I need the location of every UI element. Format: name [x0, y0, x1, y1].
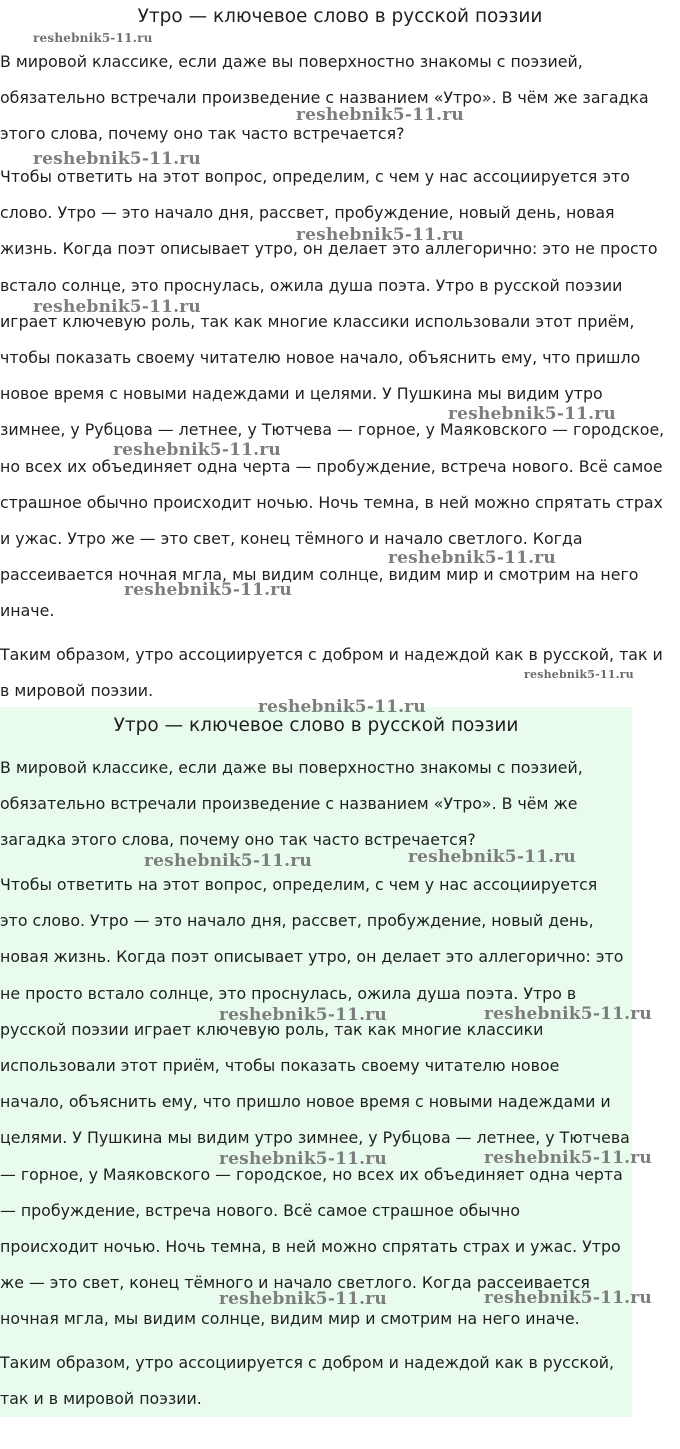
text-line: рассеивается ночная мгла, мы видим солнце, видим мир и смотрим на него [0, 565, 639, 585]
text-line: этого слова, почему оно так часто встречается? [0, 124, 405, 144]
text-line: происходит ночью. Ночь темна, в ней можно спрятать страх и ужас. Утро [0, 1237, 621, 1257]
watermark: reshebnik5-11.ru [219, 1289, 387, 1309]
paragraph-conclusion [0, 1345, 614, 1417]
text-line: В мировой классике, если даже вы поверхностно знакомы с поэзией, [0, 52, 583, 71]
watermark: reshebnik5-11.ru [33, 31, 153, 45]
text-line: же — это свет, конец тёмного и начало светлого. Когда рассеивается [0, 1273, 590, 1293]
watermark: reshebnik5-11.ru [388, 548, 556, 568]
watermark: reshebnik5-11.ru [408, 847, 576, 867]
watermark: reshebnik5-11.ru [219, 1005, 387, 1025]
watermark: reshebnik5-11.ru [258, 697, 426, 717]
text-line: начало, объяснить ему, что пришло новое время с новыми надеждами и [0, 1092, 611, 1112]
watermark: reshebnik5-11.ru [296, 105, 464, 125]
watermark: reshebnik5-11.ru [484, 1288, 652, 1308]
text-line: В мировой классике, если даже вы поверхностно знакомы с поэзией, [0, 758, 583, 777]
text-line: это слово. Утро — это начало дня, рассвет, пробуждение, новый день, [0, 911, 594, 931]
text-line: использовали этот приём, чтобы показать своему читателю новое [0, 1056, 560, 1076]
text-line: Чтобы ответить на этот вопрос, определим, с чем у нас ассоциируется [0, 875, 598, 894]
watermark: reshebnik5-11.ru [113, 440, 281, 460]
watermark: reshebnik5-11.ru [484, 1148, 652, 1168]
watermark: reshebnik5-11.ru [33, 297, 201, 317]
text-line: но всех их объединяет одна черта — пробуждение, встреча нового. Всё самое [0, 456, 663, 476]
text-line: обязательно встречали произведение с названием «Утро». В чём же [0, 794, 578, 814]
text-line: так и в мировой поэзии. [0, 1389, 202, 1409]
text-line: слово. Утро — это начало дня, рассвет, пробуждение, новый день, новая [0, 203, 615, 223]
article-title: Утро — ключевое слово в русской поэзии [113, 715, 519, 736]
text-line: целями. У Пушкина мы видим утро зимнее, у Рубцова — летнее, у Тютчева [0, 1128, 630, 1148]
text-line: играет ключевую роль, так как многие классики использовали этот приём, [0, 311, 635, 331]
text-line: страшное обычно происходит ночью. Ночь темна, в ней можно спрятать страх [0, 492, 663, 512]
text-line: встало солнце, это проснулась, ожила душа поэта. Утро в русской поэзии [0, 275, 623, 295]
text-line: Таким образом, утро ассоциируется с добром и надеждой как в русской, так и [0, 645, 663, 664]
text-line: чтобы показать своему читателю новое начало, объяснить ему, что пришло [0, 348, 641, 368]
watermark: reshebnik5-11.ru [124, 580, 292, 600]
text-line: в мировой поэзии. [0, 681, 154, 701]
article-section-original [0, 0, 680, 700]
text-line: обязательно встречали произведение с названием «Утро». В чём же загадка [0, 88, 649, 108]
paragraph-conclusion [0, 637, 663, 709]
text-line: русской поэзии играет ключевую роль, так как многие классики [0, 1019, 544, 1039]
text-line: Чтобы ответить на этот вопрос, определим, с чем у нас ассоциируется это [0, 167, 630, 186]
text-line: загадка этого слова, почему оно так часто встречается? [0, 830, 476, 850]
text-line: новое время с новыми надеждами и целями. У Пушкина мы видим утро [0, 384, 603, 404]
paragraph-intro [0, 44, 649, 153]
paragraph-body [0, 159, 664, 630]
text-line: ночная мгла, мы видим солнце, видим мир и смотрим на него иначе. [0, 1309, 580, 1329]
watermark: reshebnik5-11.ru [219, 1149, 387, 1169]
text-line: зимнее, у Рубцова — летнее, у Тютчева — горное, у Маяковского — городское, [0, 420, 665, 440]
watermark: reshebnik5-11.ru [296, 225, 464, 245]
watermark: reshebnik5-11.ru [144, 851, 312, 871]
article-section-highlighted [0, 697, 652, 1417]
text-line: иначе. [0, 601, 55, 621]
watermark: reshebnik5-11.ru [448, 404, 616, 424]
text-line: не просто встало солнце, это проснулась, ожила душа поэта. Утро в [0, 983, 577, 1003]
watermark: reshebnik5-11.ru [524, 668, 634, 681]
paragraph-body [0, 867, 630, 1338]
text-line: — пробуждение, встреча нового. Всё самое страшное обычно [0, 1200, 521, 1220]
watermark: reshebnik5-11.ru [484, 1004, 652, 1024]
text-line: Таким образом, утро ассоциируется с добром и надеждой как в русской, [0, 1353, 615, 1372]
text-line: — горное, у Маяковского — городское, но всех их объединяет одна черта [0, 1164, 623, 1184]
text-line: жизнь. Когда поэт описывает утро, он делает это аллегорично: это не просто [0, 239, 658, 259]
paragraph-intro [0, 750, 583, 859]
text-line: новая жизнь. Когда поэт описывает утро, он делает это аллегорично: это [0, 947, 624, 967]
watermark: reshebnik5-11.ru [33, 149, 201, 169]
text-line: и ужас. Утро же — это свет, конец тёмного и начало светлого. Когда [0, 529, 583, 549]
article-title: Утро — ключевое слово в русской поэзии [137, 6, 543, 27]
